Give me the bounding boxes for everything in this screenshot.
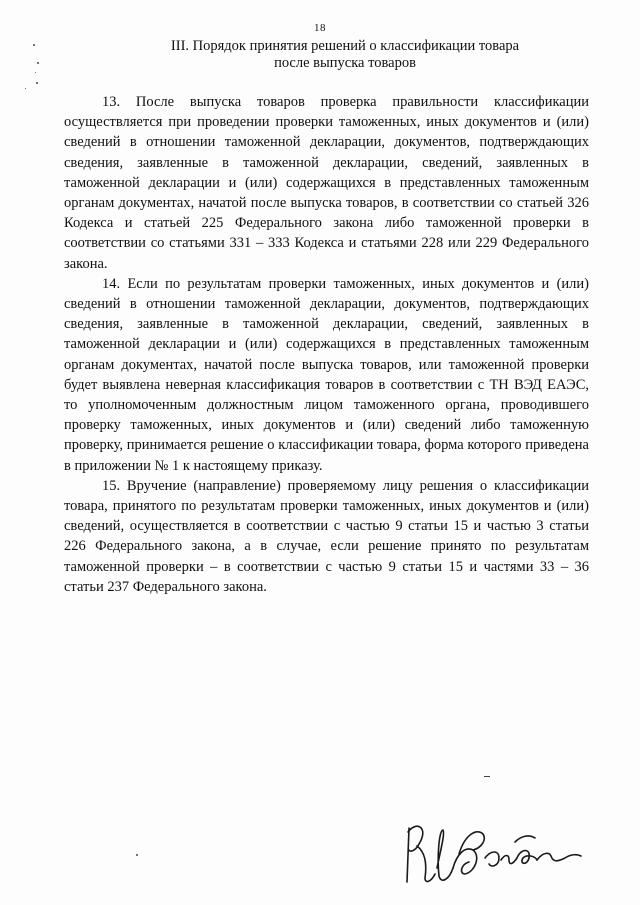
scan-speck — [36, 82, 38, 84]
paragraph-14: 14. Если по результатам проверки таможенных, иных документов и (или) сведений в отношении таможенной декларации, документов, подтверждающих сведения, заявленные в таможенной декларации, сведений, заявленных в таможенной декларации и (или) содержащихся в представленных таможенным органам документах, начатой после выпуска товаров, или таможенной проверки будет выявлена неверная классификация товаров в соответствии с ТН ВЭД ЕАЭС, то уполномоченным должностным лицом таможенного органа, проводившего проверку таможенных, иных документов и (или) сведений либо таможенную проверку, принимается решение о классификации товара, форма которого приведена в приложении № 1 к настоящему приказу. — [64, 275, 589, 474]
scan-speck — [33, 44, 35, 46]
scan-speck — [136, 854, 138, 856]
body-text — [64, 92, 589, 597]
page-number: 18 — [314, 22, 326, 34]
scan-speck — [35, 72, 36, 73]
handwritten-signature — [395, 798, 595, 888]
paragraph-15: 15. Вручение (направление) проверяемому лицу решения о классификации товара, принятого по результатам проверки таможенных, иных документов и (или) сведений, осуществляется в соответствии с частью 9 статьи 15 и частью 3 статьи 226 Федерального закона, а в случае, если решение принято по результатам таможенной проверки – в соответствии с частью 9 статьи 15 и частями 33 – 36 статьи 237 Федерального закона. — [64, 477, 589, 595]
scan-speck — [37, 62, 39, 64]
section-title-line-1: III. Порядок принятия решений о классификации товара — [170, 38, 520, 54]
scan-speck — [25, 88, 26, 89]
paragraph-13: 13. После выпуска товаров проверка правильности классификации осуществляется при проведении проверки таможенных, иных документов и (или) сведений в отношении таможенной декларации, документов, подтверждающих сведения, заявленные в таможенной декларации, сведений, заявленных в таможенной декларации и (или) содержащихся в представленных таможенным органам документах, начатой после выпуска товаров, в соответствии со статьей 326 Кодекса и статьей 225 Федерального закона либо таможенной проверки в соответствии со статьями 331 – 333 Кодекса и статьями 228 или 229 Федерального закона. — [64, 94, 589, 272]
scan-speck — [484, 776, 490, 777]
section-title-line-2: после выпуска товаров — [274, 55, 416, 71]
section-heading — [60, 38, 630, 72]
